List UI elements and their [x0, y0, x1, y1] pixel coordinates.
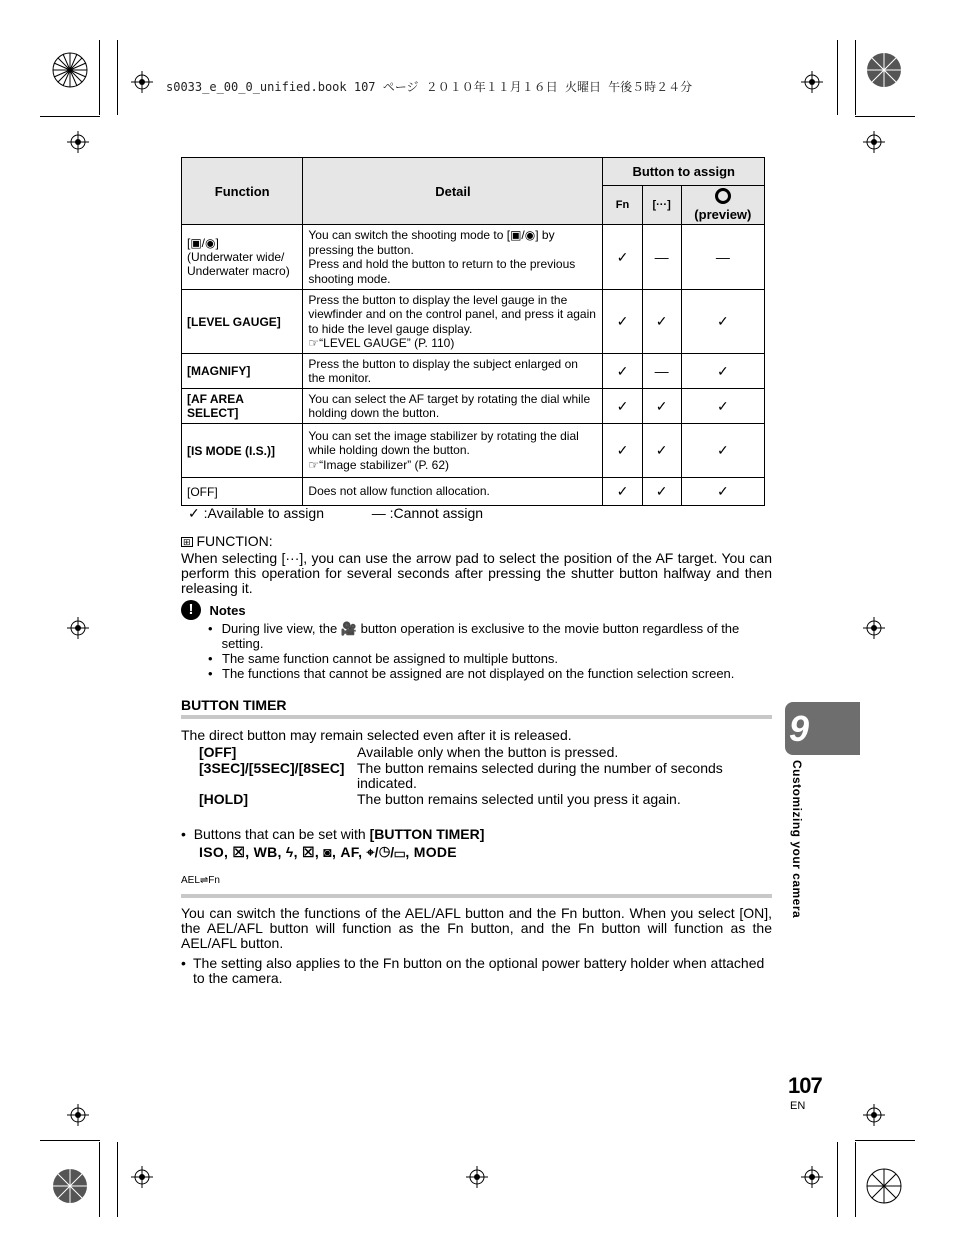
- note-item: • The functions that cannot be assigned are not displayed on the function selection screen.: [208, 666, 735, 681]
- col-preview: [681, 186, 764, 225]
- function-cell: [▣/◉] (Underwater wide/ Underwater macro): [182, 225, 303, 290]
- registration-sun-icon: [866, 52, 902, 88]
- fn-cell: ✓: [603, 478, 642, 506]
- option-desc: The button remains selected during the number of seconds indicated.: [357, 760, 723, 791]
- option-row: [199, 792, 759, 807]
- button-timer-bullet: • Buttons that can be set with [BUTTON TIMER]: [181, 826, 485, 842]
- col-af-target: [···]: [642, 186, 681, 225]
- registration-mark-icon: [801, 71, 823, 93]
- button-timer-intro: The direct button may remain selected even after it is released.: [181, 727, 572, 743]
- function-cell: [IS MODE (I.S.)]: [182, 424, 303, 478]
- language-code: EN: [790, 1100, 806, 1112]
- note-text: The functions that cannot be assigned are not displayed on the function selection screen.: [222, 666, 735, 681]
- fn-cell: ✓: [603, 389, 642, 424]
- preview-button-icon: [715, 188, 731, 204]
- ael-bullet-text: The setting also applies to the Fn button on the optional power battery holder when attached to the camera.: [193, 955, 765, 986]
- detail-cell: Does not allow function allocation.: [303, 478, 603, 506]
- fn-cell: ✓: [603, 290, 642, 354]
- crop-mark: [855, 1140, 915, 1141]
- registration-mark-icon: [67, 617, 89, 639]
- col-button-to-assign: Button to assign: [603, 158, 765, 186]
- section-rule: [181, 894, 772, 898]
- option-key: [3SEC]/[5SEC]/[8SEC]: [199, 760, 345, 776]
- note-item: • The same function cannot be assigned to multiple buttons.: [208, 651, 559, 666]
- registration-mark-icon: [67, 1104, 89, 1126]
- table-row: [182, 354, 765, 389]
- legend-cannot: — :Cannot assign: [371, 505, 484, 521]
- detail-cell: Press the button to display the subject enlarged on the monitor.: [303, 354, 603, 389]
- option-row: [199, 745, 759, 760]
- ael-bullet: • The setting also applies to the Fn button on the optional power battery holder when attached to the camera.: [181, 956, 772, 986]
- note-text: During live view, the 🎥 button operation is exclusive to the movie button regardless of the setting.: [221, 621, 740, 651]
- section-rule: [181, 715, 772, 719]
- af-cell: ✓: [642, 424, 681, 478]
- note-text: The same function cannot be assigned to multiple buttons.: [222, 651, 559, 666]
- bullet-text: Buttons that can be set with: [193, 826, 366, 842]
- legend: [188, 505, 483, 522]
- fn-cell: ✓: [603, 225, 642, 290]
- fn-cell: ✓: [603, 354, 642, 389]
- crop-mark: [117, 1142, 118, 1217]
- table-row: [182, 424, 765, 478]
- table-row: [182, 225, 765, 290]
- col-fn: Fn: [603, 186, 642, 225]
- col-function: Function: [182, 158, 303, 225]
- table-row: [182, 389, 765, 424]
- function-table: [181, 157, 765, 506]
- registration-sun-icon: [52, 1168, 88, 1204]
- notes-title: Notes: [209, 602, 246, 618]
- preview-cell: ✓: [681, 389, 764, 424]
- table-row: [182, 290, 765, 354]
- button-timer-options: [199, 745, 759, 807]
- crop-mark: [99, 40, 100, 115]
- function-title: FUNCTION:: [196, 533, 273, 549]
- preview-cell: ✓: [681, 290, 764, 354]
- detail-cell: You can set the image stabilizer by rotating the dial while holding down the button. ☞“Image stabilizer” (P. 62): [303, 424, 603, 478]
- af-cell: ✓: [642, 290, 681, 354]
- preview-cell: —: [681, 225, 764, 290]
- registration-mark-icon: [131, 1166, 153, 1188]
- crop-mark: [837, 1142, 838, 1217]
- af-cell: ✓: [642, 389, 681, 424]
- registration-mark-icon: [863, 131, 885, 153]
- page-number: 107: [788, 1073, 822, 1098]
- crop-mark: [40, 116, 100, 117]
- ael-body: You can switch the functions of the AEL/AFL button and the Fn button. When you select [ON], the AEL/AFL button will function as the Fn button, and the Fn button will function as the AEL/AFL button.: [181, 905, 772, 951]
- print-header: s0033_e_00_0_unified.book 107 ページ ２０１０年１１月１６日 火曜日 午後５時２４分: [166, 80, 693, 94]
- notes-list: [208, 621, 768, 681]
- preview-cell: ✓: [681, 354, 764, 389]
- notes-header: [181, 600, 246, 620]
- option-desc: Available only when the button is pressed.: [357, 744, 619, 760]
- registration-mark-icon: [466, 1166, 488, 1188]
- chapter-tab: [785, 702, 860, 755]
- function-cell: [LEVEL GAUGE]: [182, 290, 303, 354]
- detail-cell: You can switch the shooting mode to [▣/◉] by pressing the button. Press and hold the button to return to the previous shooting mode.: [303, 225, 603, 290]
- af-cell: —: [642, 225, 681, 290]
- option-key: [HOLD]: [199, 791, 248, 807]
- crop-mark: [117, 40, 118, 115]
- ael-fn-icon: AEL⇌Fn: [181, 875, 220, 886]
- registration-mark-icon: [801, 1166, 823, 1188]
- af-cell: ✓: [642, 478, 681, 506]
- crop-mark: [837, 40, 838, 115]
- table-row: [182, 478, 765, 506]
- registration-mark-icon: [67, 131, 89, 153]
- function-cell: [OFF]: [182, 478, 303, 506]
- crop-mark: [40, 1140, 100, 1141]
- preview-cell: ✓: [681, 424, 764, 478]
- registration-mark-icon: [863, 617, 885, 639]
- option-key: [OFF]: [199, 744, 237, 760]
- button-timer-heading: BUTTON TIMER: [181, 697, 287, 713]
- chapter-label: Customizing your camera: [790, 760, 804, 919]
- legend-available: ✓ :Available to assign: [188, 505, 324, 521]
- crop-mark: [855, 1142, 856, 1217]
- preview-label: (preview): [694, 207, 752, 222]
- registration-sun-icon: [866, 1168, 902, 1204]
- crop-mark: [99, 1142, 100, 1217]
- function-cell: [MAGNIFY]: [182, 354, 303, 389]
- registration-mark-icon: [131, 71, 153, 93]
- option-desc: The button remains selected until you press it again.: [357, 791, 681, 807]
- button-list: ISO, ☒, WB, ϟ, ☒, ◙, AF, ⌖/◷/▭, MODE: [199, 844, 457, 860]
- function-body: When selecting [···], you can use the arrow pad to select the position of the AF target. You can perform this operation for several seconds after pressing the shutter button halfway and then releasing it.: [181, 550, 772, 596]
- chapter-number: 9: [789, 708, 810, 749]
- registration-mark-icon: [863, 1104, 885, 1126]
- bullet-bold: [BUTTON TIMER]: [369, 826, 485, 842]
- preview-cell: ✓: [681, 478, 764, 506]
- option-row: [199, 761, 759, 791]
- function-icon: ⊞: [183, 537, 191, 548]
- registration-sun-icon: [52, 52, 88, 88]
- af-cell: —: [642, 354, 681, 389]
- crop-mark: [855, 40, 856, 115]
- detail-cell: You can select the AF target by rotating the dial while holding down the button.: [303, 389, 603, 424]
- function-title-row: [181, 534, 273, 549]
- function-cell: [AF AREA SELECT]: [182, 389, 303, 424]
- col-detail: Detail: [303, 158, 603, 225]
- note-item: • During live view, the 🎥 button operation is exclusive to the movie button regardless of the setting.: [208, 621, 768, 651]
- crop-mark: [855, 116, 915, 117]
- detail-cell: Press the button to display the level gauge in the viewfinder and on the control panel, and press it again to hide the level gauge display. ☞“LEVEL GAUGE” (P. 110): [303, 290, 603, 354]
- notes-icon: !: [181, 600, 201, 620]
- fn-cell: ✓: [603, 424, 642, 478]
